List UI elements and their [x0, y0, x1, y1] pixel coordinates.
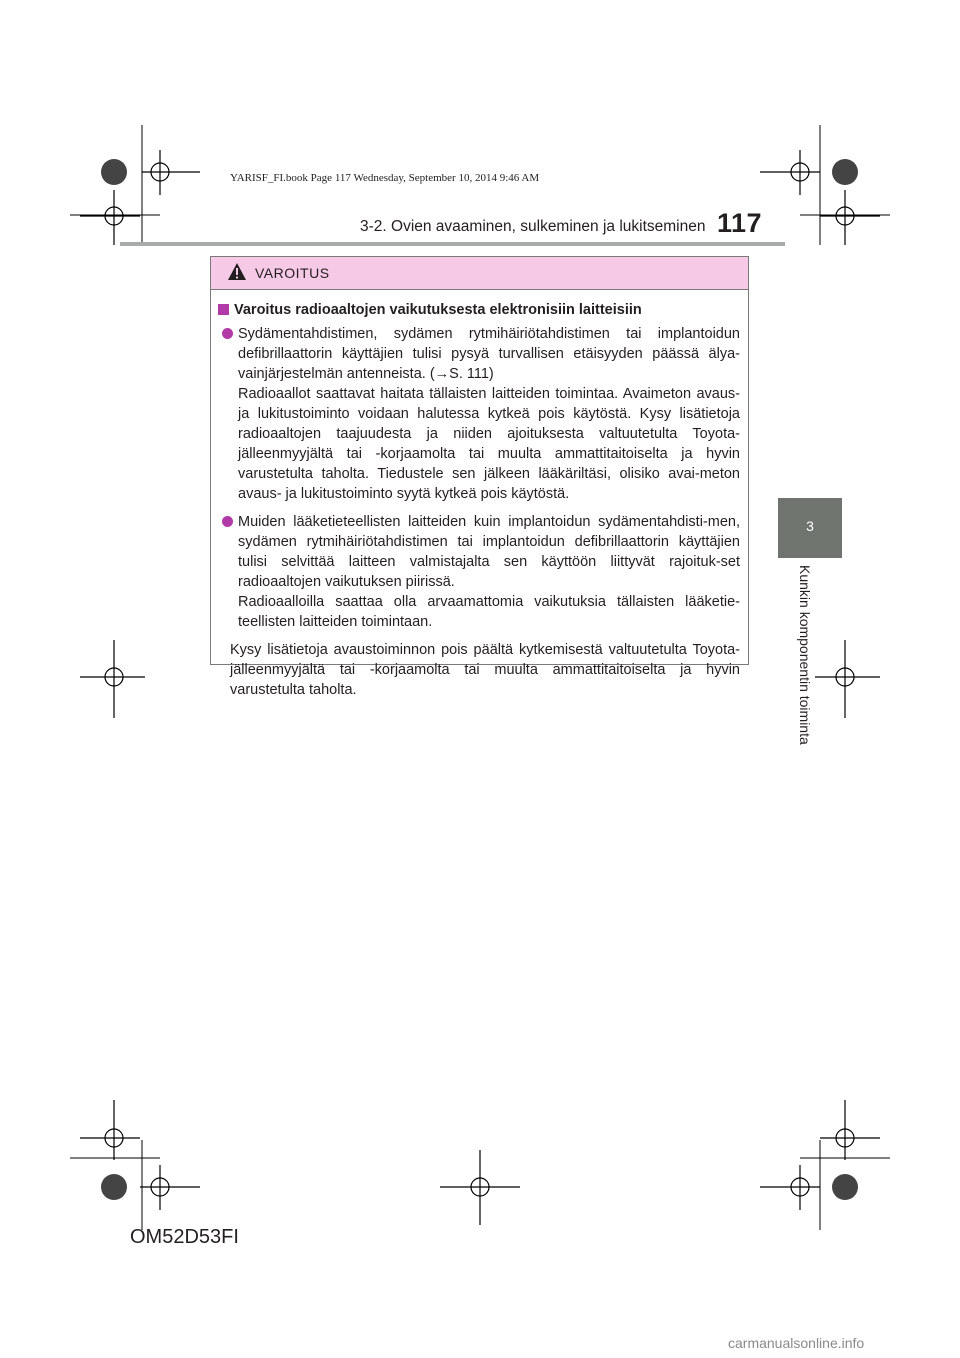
crosshair-icon: [80, 640, 145, 718]
warning-triangle-icon: [227, 262, 247, 281]
round-bullet-icon: [222, 516, 233, 527]
crosshair-icon: [760, 1165, 820, 1210]
closing-paragraph: Kysy lisätietoja avaustoiminnon pois päältä kytkemisestä valtuutetulta Toyota-jälleenmyyjältä tai -korjaamolta tai muulta ammattitaitoiselta ja hyvin varustetulta taholta.: [230, 642, 740, 698]
warning-topic: [218, 300, 740, 320]
warning-title: VAROITUS: [255, 265, 330, 281]
warning-box: [210, 256, 749, 698]
crosshair-icon: [440, 1150, 520, 1225]
warning-header: [211, 257, 748, 290]
bullet-paragraph: Radioaalloilla saattaa olla arvaamattomia vaikutuksia tällaisten lääketie-teellisten laitteiden toimintaan.: [238, 594, 740, 630]
header-rule: [120, 242, 785, 246]
crosshair-icon: [80, 190, 140, 245]
page-number: 117: [717, 208, 763, 238]
warning-body: [211, 290, 748, 700]
list-item: [218, 512, 740, 632]
book-info-line: YARISF_FI.book Page 117 Wednesday, September 10, 2014 9:46 AM: [230, 172, 540, 184]
crosshair-icon: [820, 190, 880, 245]
crosshair-icon: [80, 1100, 140, 1160]
bullet-paragraph: Radioaallot saattavat haitata tällaisten laitteiden toimintaa. Avaimeton avaus- ja lukitustoiminto voidaan halutessa kytkeä pois käytöstä. Kysy lisätietoja radioaaltojen taajuudesta ja niiden ajoituksesta valtuutetulta Toyota-jälleenmyyjältä tai -korjaamolta tai muulta ammattitaitoiselta ja hyvin varustetulta taholta. Tiedustele sen jälkeen lääkäriltäsi, olisiko avai-meton avaus- ja lukitustoiminto syytä kytkeä pois käytöstä.: [238, 386, 740, 502]
chapter-side-tab: [778, 498, 842, 558]
crosshair-icon: [142, 150, 200, 195]
crosshair-icon: [820, 1100, 880, 1160]
watermark-link[interactable]: carmanualsonline.info: [728, 1335, 865, 1351]
chapter-number: 3: [806, 518, 814, 534]
crosshair-icon: [815, 640, 880, 718]
bullet-paragraph: Muiden lääketieteellisten laitteiden kuin implantoidun sydämentahdisti-men, sydämen rytmihäiriötahdistimen tai implantoidun defibrillaattorin käyttäjien tulisi selvittää laitteen valmistajalta sen käyttöön liittyvät rajoituk-set radioaaltojen vaikutuksen piirissä.: [238, 514, 740, 590]
document-code: OM52D53FI: [130, 1226, 239, 1248]
registration-circle-icon: [101, 1174, 127, 1200]
registration-circle-icon: [101, 159, 127, 185]
warning-topic-text: Varoitus radioaaltojen vaikutuksesta elektronisiin laitteisiin: [234, 302, 642, 318]
section-title: 3-2. Ovien avaaminen, sulkeminen ja lukitseminen: [360, 218, 706, 235]
square-bullet-icon: [218, 304, 229, 315]
crosshair-icon: [760, 150, 820, 195]
list-item: [218, 324, 740, 504]
registration-circle-icon: [832, 1174, 858, 1200]
chapter-side-label: Kunkin komponentin toiminta: [797, 565, 813, 745]
round-bullet-icon: [222, 328, 233, 339]
bullet-paragraph: Sydämentahdistimen, sydämen rytmihäiriötahdistimen tai implantoidun defibrillaattorin käyttäjien tulisi pysyä turvallisen etäisyyden päässä älya-vainjärjestelmän antenneista. (→S. 111): [238, 326, 740, 382]
registration-circle-icon: [832, 159, 858, 185]
crosshair-icon: [140, 1165, 200, 1210]
